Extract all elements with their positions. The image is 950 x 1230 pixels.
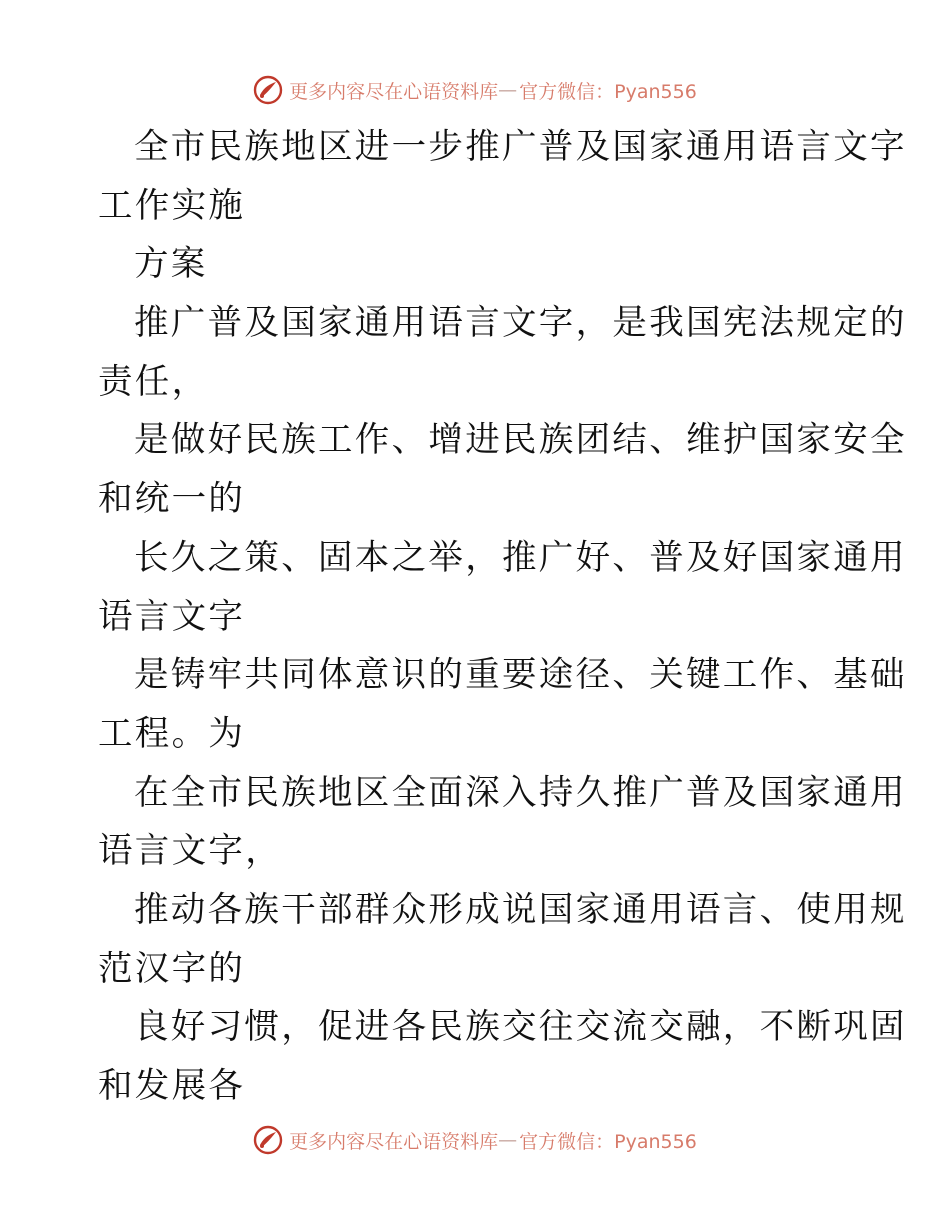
watermark-separator: —: [498, 79, 518, 101]
watermark-text: 更多内容尽在心语资料库: [289, 80, 499, 103]
brush-logo-icon: [253, 75, 283, 105]
paragraph-line: 和统一的: [98, 479, 246, 520]
paragraph-line: 是铸牢共同体意识的重要途径、关键工作、基础: [134, 655, 907, 696]
paragraph-line: 良好习惯，促进各民族交往交流交融，不断巩固: [134, 1007, 907, 1048]
paragraph-line: 工程。为: [98, 713, 246, 754]
title-line-3: 方案: [134, 244, 208, 285]
paragraph-line: 语言文字: [98, 596, 246, 637]
title-line-2: 工作实施: [98, 185, 246, 226]
paragraph-line: 语言文字，: [98, 831, 282, 872]
brush-logo-icon: [253, 1125, 283, 1155]
paragraph-line: 推动各族干部群众形成说国家通用语言、使用规: [134, 889, 907, 930]
header-watermark: [0, 72, 950, 108]
watermark-separator: —: [498, 1129, 518, 1151]
paragraph-line: 范汉字的: [98, 948, 246, 989]
paragraph-line: 在全市民族地区全面深入持久推广普及国家通用: [134, 772, 907, 813]
paragraph-line: 推广普及国家通用语言文字，是我国宪法规定的: [134, 303, 907, 344]
paragraph-line: 长久之策、固本之举，推广好、普及好国家通用: [134, 537, 907, 578]
paragraph-line: 是做好民族工作、增进民族团结、维护国家安全: [134, 420, 907, 461]
watermark-text: 更多内容尽在心语资料库: [289, 1130, 499, 1153]
watermark-wechat: 官方微信：Pyan556: [519, 1130, 697, 1153]
title-line-1: 全市民族地区进一步推广普及国家通用语言文字: [134, 127, 907, 167]
watermark-wechat: 官方微信：Pyan556: [519, 80, 697, 103]
document-body: [98, 118, 907, 1116]
footer-watermark: [0, 1122, 950, 1158]
paragraph-line: 责任，: [98, 361, 209, 402]
paragraph-line: 和发展各: [98, 1066, 246, 1106]
